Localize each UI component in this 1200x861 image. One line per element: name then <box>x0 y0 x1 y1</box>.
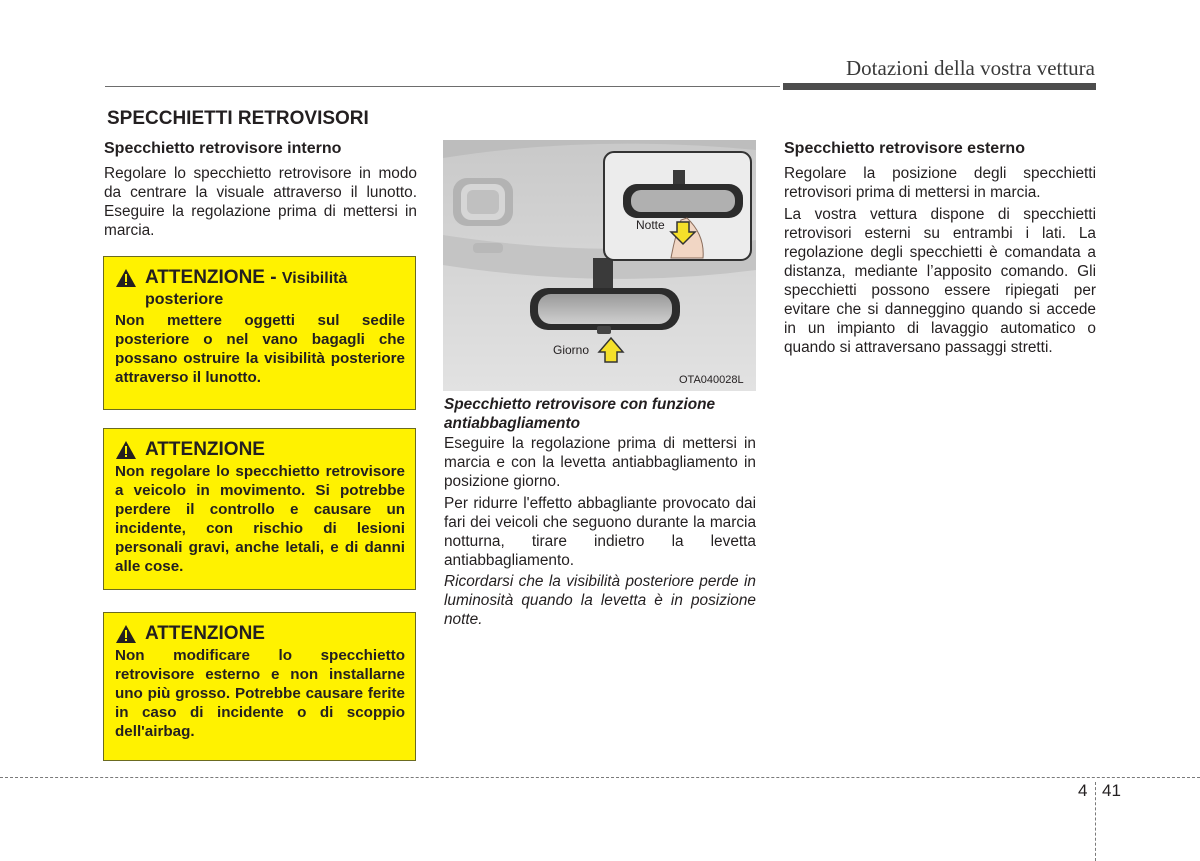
warning-header <box>115 267 405 290</box>
warning-body: Non mettere oggetti sul sedile posteriore o nel vano bagagli che possano ostruire la visibilità posteriore attraverso il lunotto. <box>115 312 405 386</box>
warning-box-visibility <box>103 256 416 410</box>
figure-caption: Specchietto retrovisore con funzione antiabbagliamento <box>444 396 716 432</box>
right-paragraph-1: Regolare la posizione degli specchietti retrovisori prima di mettersi in marcia. <box>784 165 1096 201</box>
figure-code: OTA040028L <box>679 374 744 386</box>
warning-title: ATTENZIONE - <box>145 267 282 288</box>
footer-rule <box>0 777 1200 778</box>
middle-paragraph-2: Per ridurre l'effetto abbagliante provocato dai fari dei veicoli che seguono durante la marcia notturna, tirare indietro la levetta antiabbagliamento. <box>444 495 756 569</box>
left-heading: Specchietto retrovisore interno <box>104 140 342 157</box>
warning-body: Non modificare lo specchietto retrovisore esterno e non installarne uno più grosso. Potrebbe causare ferite in caso di incidente o di scoppio dell'airbag. <box>115 647 405 740</box>
mirror-illustration <box>443 140 756 391</box>
right-heading: Specchietto retrovisore esterno <box>784 140 1025 157</box>
warning-header <box>115 623 405 645</box>
footer-divider <box>1095 782 1096 861</box>
warning-title: ATTENZIONE <box>145 439 265 460</box>
left-paragraph: Regolare lo specchietto retrovisore in modo da centrare la visuale attraverso il lunotto. Eseguire la regolazione prima di mettersi in marcia. <box>104 165 417 239</box>
warning-box-adjust <box>103 428 416 590</box>
label-day: Giorno <box>553 343 590 357</box>
running-header: Dotazioni della vostra vettura <box>846 56 1095 80</box>
middle-paragraph-1: Eseguire la regolazione prima di mettersi in marcia e con la levetta antiabbagliamento in posizione giorno. <box>444 435 756 490</box>
warning-triangle-icon <box>115 267 137 288</box>
warning-title: ATTENZIONE <box>145 623 265 644</box>
middle-note: Ricordarsi che la visibilità posteriore perde in luminosità quando la levetta è in posizione notte. <box>444 573 756 628</box>
warning-header <box>115 439 405 461</box>
mirror-drawing <box>443 140 756 391</box>
header-rule <box>105 86 780 87</box>
warning-body: Non regolare lo specchietto retrovisore a veicolo in movimento. Si potrebbe perdere il controllo e causare un incidente, con rischio di lesioni personali gravi, anche letali, e di danni alle cose. <box>115 463 405 575</box>
right-paragraph-2: La vostra vettura dispone di specchietti retrovisori esterni su entrambi i lati. La regolazione degli specchietti è comandata a distanza, mediante l’apposito comando. Gli specchietti possono essere ripiegati per evitare che si danneggino quando si accede in un impianto di lavaggio automatico o quando si attraversano passaggi stretti. <box>784 206 1096 356</box>
header-rule-thick <box>783 83 1096 90</box>
warning-triangle-icon <box>115 623 137 644</box>
section-title: SPECCHIETTI RETROVISORI <box>107 108 369 129</box>
label-night: Notte <box>636 218 665 232</box>
chapter-number: 4 <box>1078 781 1088 800</box>
warning-box-modify <box>103 612 416 761</box>
warning-subtitle-cont: posteriore <box>145 291 224 308</box>
page-number: 41 <box>1102 781 1121 800</box>
warning-subtitle: Visibilità <box>281 270 348 287</box>
warning-triangle-icon <box>115 439 137 460</box>
